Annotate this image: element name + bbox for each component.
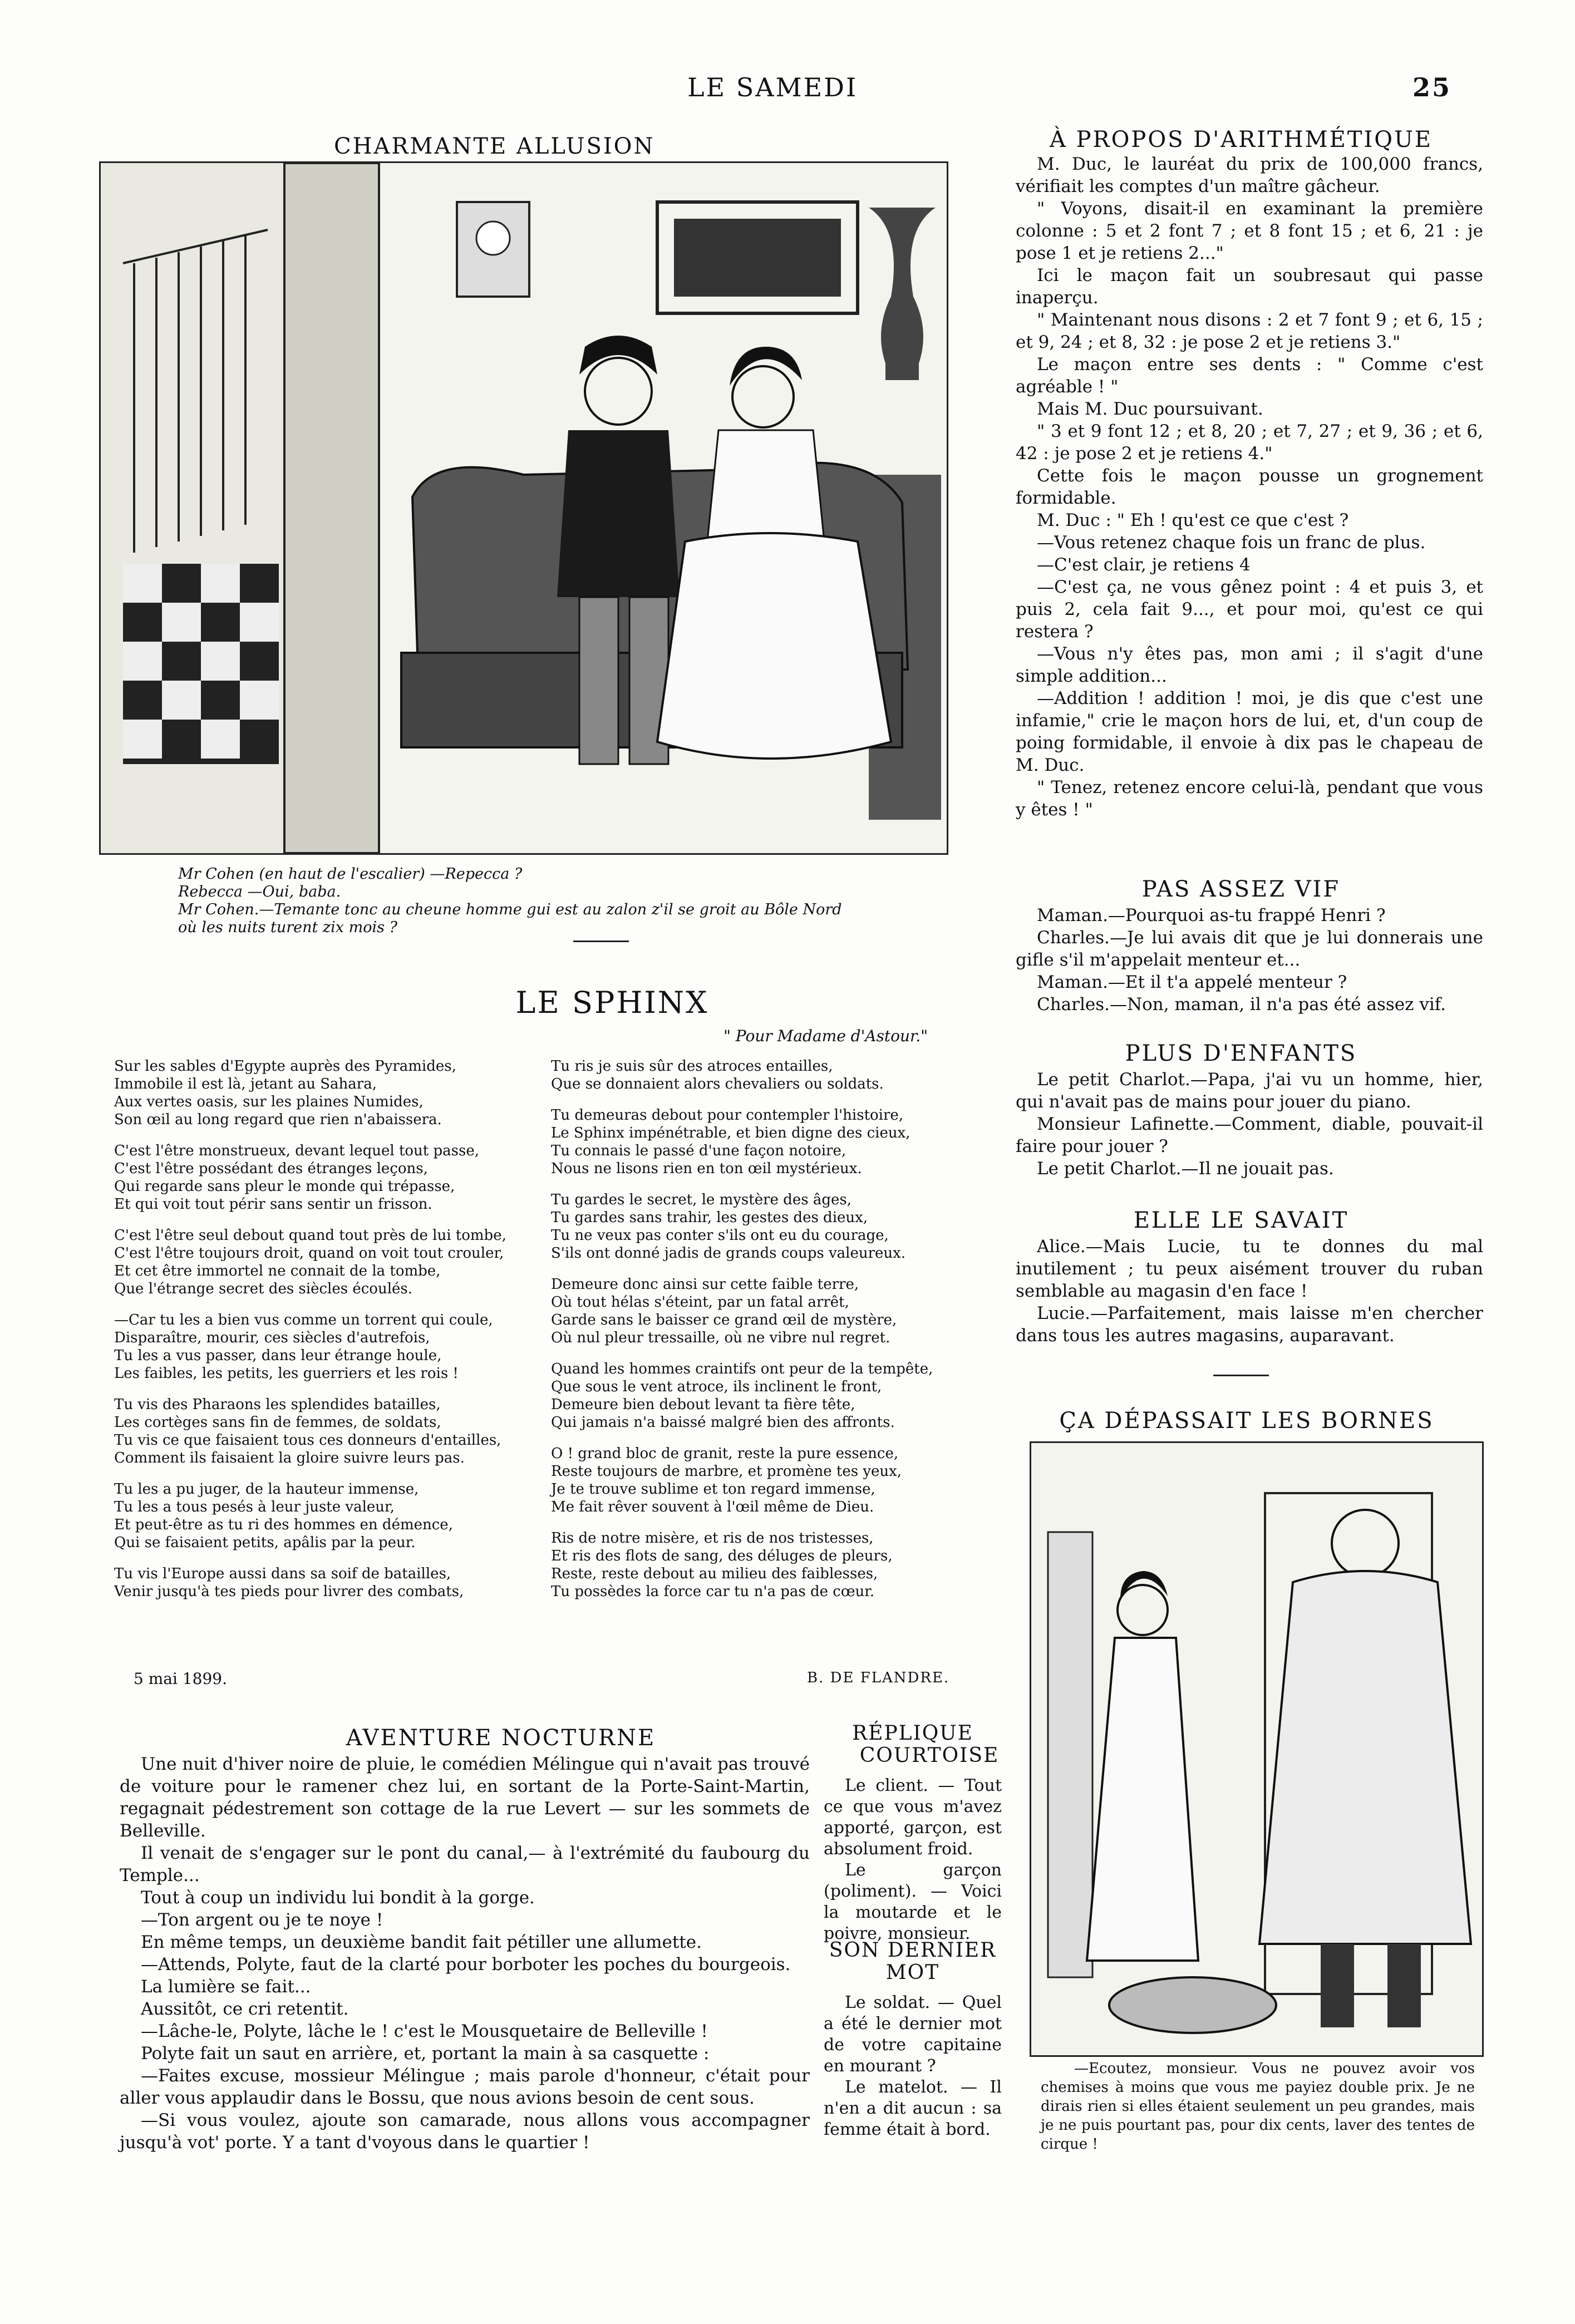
- dernier-text: [824, 1992, 1002, 2140]
- dialogue-line: Lucie.—Parfaitement, mais laisse m'en chercher dans tous les autres magasins, auparavant.: [1016, 1303, 1483, 1346]
- poem-line: Qui se faisaient petits, apâlis par la peur.: [114, 1534, 416, 1551]
- poem-line: Immobile il est là, jetant au Sahara,: [114, 1076, 377, 1092]
- poem-line: Où nul pleur tressaille, où ne vibre nul regret.: [551, 1330, 890, 1346]
- poem-line: Tu demeuras debout pour contempler l'histoire,: [551, 1107, 904, 1124]
- poem-line: Et cet être immortel ne connait de la tombe,: [114, 1263, 441, 1279]
- poem-line: Tu ne veux pas conter s'ils ont eu du courage,: [551, 1227, 889, 1244]
- dialogue-line: Le petit Charlot.—Papa, j'ai vu un homme, hier, qui n'avait pas de mains pour jouer du piano.: [1016, 1070, 1483, 1112]
- sphinx-dedication: " Pour Madame d'Astour.": [723, 1027, 928, 1045]
- replique-title-line1: RÉPLIQUE: [852, 1722, 973, 1745]
- dialogue-line: Maman.—Pourquoi as-tu frappé Henri ?: [1037, 905, 1386, 925]
- aventure-title: AVENTURE NOCTURNE: [346, 1725, 656, 1751]
- poem-stanza: [114, 1565, 543, 1601]
- dialogue-line: Le soldat. — Quel a été le dernier mot de votre capitaine en mourant ?: [824, 1993, 1002, 2076]
- poem-line: Reste toujours de marbre, et promène tes yeux,: [551, 1463, 902, 1480]
- poem-stanza: [551, 1529, 974, 1601]
- poem-line: Où tout hélas s'éteint, par un fatal arrêt,: [551, 1294, 849, 1311]
- paragraph: —Faites excuse, mossieur Mélingue ; mais parole d'honneur, c'était pour aller vous applaudir dans le Bossu, que nous avions besoin de cent sous.: [120, 2066, 810, 2108]
- woman-blouse: [707, 430, 824, 541]
- charmante-illustration: [99, 161, 948, 855]
- caption-line: Mr Cohen.—Temante tonc au cheune homme gui est au zalon z'il se groit au Bôle Nord: [178, 901, 842, 918]
- poem-line: Tu possèdes la force car tu n'a pas de cœur.: [551, 1583, 875, 1600]
- poem-stanza: [114, 1396, 543, 1467]
- paragraph: " Maintenant nous disons : 2 et 7 font 9 ; et 6, 15 ; et 9, 24 ; et 8, 32 : je pose 2 et je retiens 3.": [1016, 310, 1483, 352]
- poem-line: Tu gardes le secret, le mystère des âges,: [551, 1191, 852, 1208]
- paragraph: Polyte fait un saut en arrière, et, portant la main à sa casquette :: [141, 2044, 710, 2064]
- poem-line: Le Sphinx impénétrable, et bien digne des cieux,: [551, 1125, 910, 1141]
- sphinx-poem-left: [114, 1057, 543, 1614]
- poem-line: Tu gardes sans trahir, les gestes des dieux,: [551, 1209, 868, 1226]
- paragraph: Mais M. Duc poursuivant.: [1037, 399, 1263, 419]
- poem-line: S'ils ont donné jadis de grands coups valeureux.: [551, 1245, 906, 1262]
- caption-line: Mr Cohen (en haut de l'escalier) —Repecca ?: [178, 865, 523, 883]
- dialogue-line: Monsieur Lafinette.—Comment, diable, pouvait-il faire pour jouer ?: [1016, 1114, 1483, 1156]
- vif-title: PAS ASSEZ VIF: [1141, 877, 1341, 902]
- poem-line: Que se donnaient alors chevaliers ou soldats.: [551, 1076, 884, 1092]
- paragraph: —C'est clair, je retiens 4: [1037, 555, 1251, 575]
- poem-line: Me fait rêver souvent à l'œil même de Dieu.: [551, 1499, 874, 1515]
- paragraph: Une nuit d'hiver noire de pluie, le comédien Mélingue qui n'avait pas trouvé de voiture pour le ramener chez lui, en sortant de la Porte-Saint-Martin, regagnait pédestrement son cottage de la rue Levert — sur les sommets de Belleville.: [120, 1754, 810, 1841]
- poem-line: Nous ne lisons rien en ton œil mystérieux.: [551, 1160, 862, 1177]
- poem-stanza: [114, 1480, 543, 1552]
- door-frame: [1048, 1532, 1092, 1977]
- poem-line: Demeure bien debout levant ta fière tête,: [551, 1396, 855, 1413]
- paragraph: —Vous retenez chaque fois un franc de plus.: [1037, 533, 1426, 553]
- poem-stanza: [114, 1142, 543, 1213]
- replique-title: [821, 1722, 1005, 1767]
- paragraph: Tout à coup un individu lui bondit à la gorge.: [141, 1888, 535, 1908]
- poem-line: Tu vis des Pharaons les splendides batailles,: [114, 1396, 441, 1413]
- patterned-curtain: [284, 163, 379, 853]
- poem-stanza: [551, 1276, 974, 1347]
- dialogue-line: Charles.—Non, maman, il n'a pas été assez vif.: [1037, 994, 1446, 1015]
- paragraph: Cette fois le maçon pousse un grognement formidable.: [1016, 466, 1483, 508]
- dialogue-line: Charles.—Je lui avais dit que je lui donnerais une gifle s'il m'appelait menteur et...: [1016, 928, 1483, 970]
- poem-stanza: [551, 1191, 974, 1262]
- poem-line: Demeure donc ainsi sur cette faible terre,: [551, 1276, 859, 1293]
- poem-line: Ris de notre misère, et ris de nos tristesses,: [551, 1530, 874, 1547]
- bornes-title: ÇA DÉPASSAIT LES BORNES: [1059, 1408, 1434, 1434]
- poem-line: Je te trouve sublime et ton regard immense,: [551, 1481, 875, 1498]
- poem-line: Qui jamais n'a baissé malgré bien des affronts.: [551, 1414, 895, 1431]
- man-head: [585, 358, 652, 425]
- paragraph: —Si vous voulez, ajoute son camarade, nous allons vous accompagner jusqu'à vot' porte. Y a tant d'voyous dans le quartier !: [120, 2110, 810, 2153]
- divider: [573, 941, 629, 942]
- large-man-head: [1332, 1510, 1399, 1577]
- savait-text: [1016, 1235, 1483, 1347]
- paragraph: " Voyons, disait-il en examinant la première colonne : 5 et 2 font 7 ; et 8 font 15 ; et 6, 21 : je pose 1 et je retiens 2...": [1016, 199, 1483, 263]
- replique-text: [824, 1775, 1002, 1944]
- divider: [1213, 1375, 1269, 1376]
- arith-text: [1016, 153, 1483, 821]
- poem-line: C'est l'être possédant des étranges leçons,: [114, 1160, 428, 1177]
- dialogue-line: Le garçon (poliment). — Voici la moutarde et le poivre, monsieur.: [824, 1860, 1002, 1943]
- enfants-text: [1016, 1069, 1483, 1180]
- poem-stanza: [114, 1057, 543, 1129]
- dialogue-line: Alice.—Mais Lucie, tu te donnes du mal inutilement ; tu peux aisément trouver du ruban semblable au magasin d'en face !: [1016, 1237, 1483, 1301]
- poem-stanza: [551, 1106, 974, 1178]
- poem-line: Tu les a tous pesés à leur juste valeur,: [114, 1499, 395, 1515]
- poem-line: Aux vertes oasis, sur les plaines Numides,: [114, 1094, 424, 1110]
- bornes-illustration: [1030, 1441, 1484, 2057]
- poem-line: Et qui voit tout périr sans sentir un frisson.: [114, 1196, 432, 1213]
- poem-line: Sur les sables d'Egypte auprès des Pyramides,: [114, 1058, 456, 1075]
- sphinx-signature: B. DE FLANDRE.: [807, 1670, 950, 1686]
- poem-line: Qui regarde sans pleur le monde qui trépasse,: [114, 1178, 455, 1195]
- paragraph: M. Duc : " Eh ! qu'est ce que c'est ?: [1037, 510, 1349, 530]
- paragraph: Ici le maçon fait un soubresaut qui passe inaperçu.: [1016, 265, 1483, 308]
- sphinx-title: LE SPHINX: [515, 985, 709, 1020]
- enfants-title: PLUS D'ENFANTS: [1125, 1041, 1357, 1066]
- woman-skirt: [657, 533, 891, 759]
- poem-line: Tu les a pu juger, de la hauteur immense,: [114, 1481, 419, 1498]
- paragraph: —Lâche-le, Polyte, lâche le ! c'est le Mousquetaire de Belleville !: [141, 2021, 708, 2041]
- poem-line: Reste, reste debout au milieu des faiblesses,: [551, 1565, 878, 1582]
- poem-line: Tu connais le passé d'une façon notoire,: [551, 1143, 846, 1159]
- poem-line: Comment ils faisaient la gloire suivre leurs pas.: [114, 1450, 465, 1466]
- poem-stanza: [114, 1311, 543, 1382]
- poem-line: Tu les a vus passer, dans leur étrange houle,: [114, 1347, 442, 1364]
- vase: [869, 208, 936, 380]
- page-number: 25: [1412, 72, 1452, 102]
- poem-line: Tu vis l'Europe aussi dans sa soif de batailles,: [114, 1565, 451, 1582]
- poem-line: Et ris des flots de sang, des déluges de pleurs,: [551, 1548, 893, 1564]
- poem-line: Garde sans le baisser ce grand œil de mystère,: [551, 1312, 897, 1328]
- laundry-basket: [1109, 1977, 1276, 2033]
- poem-line: C'est l'être toujours droit, quand on voit tout crouler,: [114, 1245, 504, 1262]
- poem-line: C'est l'être monstrueux, devant lequel tout passe,: [114, 1143, 479, 1159]
- caption-line: Rebecca —Oui, baba.: [178, 883, 341, 900]
- poem-line: O ! grand bloc de granit, reste la pure essence,: [551, 1445, 899, 1462]
- bornes-caption: —Ecoutez, monsieur. Vous ne pouvez avoir vos chemises à moins que vous me payiez double prix. Je ne dirais rien si elles étaient seulement un peu grandes, mais je ne puis pourtant pas, pour dix cents, laver des tentes de cirque !: [1041, 2060, 1475, 2153]
- poem-line: —Car tu les a bien vus comme un torrent qui coule,: [114, 1312, 493, 1328]
- checkered-floor: [123, 564, 279, 764]
- paragraph: —C'est ça, ne vous gênez point : 4 et puis 3, et puis 2, cela fait 9..., et pour moi, qu'est ce qui restera ?: [1016, 577, 1483, 642]
- laundry-scene-drawing: [1031, 1443, 1482, 2055]
- dialogue-line: Le client. — Tout ce que vous m'avez apporté, garçon, est absolument froid.: [824, 1776, 1002, 1859]
- dernier-title-line2: MOT: [885, 1961, 940, 1984]
- poem-line: Son œil au long regard que rien n'abaissera.: [114, 1111, 442, 1128]
- aventure-text: [120, 1753, 810, 2154]
- dernier-title-line1: SON DERNIER: [829, 1939, 997, 1962]
- paragraph: —Attends, Polyte, faut de la clarté pour borboter les poches du bourgeois.: [141, 1954, 791, 1975]
- poem-stanza: [114, 1227, 543, 1298]
- laundress-head: [1118, 1585, 1168, 1635]
- paragraph: —Vous n'y êtes pas, mon ami ; il s'agit d'une simple addition...: [1016, 644, 1483, 686]
- paragraph: " 3 et 9 font 12 ; et 8, 20 ; et 7, 27 ; et 9, 36 ; et 6, 42 : je pose 2 et je retiens 4.": [1016, 421, 1483, 464]
- woman-head: [732, 366, 794, 427]
- dialogue-line: Maman.—Et il t'a appelé menteur ?: [1037, 972, 1347, 992]
- caption-line: où les nuits turent zix mois ?: [178, 919, 398, 936]
- replique-title-line2: COURTOISE: [859, 1744, 1000, 1767]
- paragraph: —Ton argent ou je te noye !: [141, 1910, 383, 1930]
- parlor-scene-drawing: [101, 163, 947, 853]
- poem-line: Que l'étrange secret des siècles écoulés.: [114, 1281, 413, 1297]
- dernier-title: [821, 1939, 1005, 1984]
- dialogue-line: Le matelot. — Il n'en a dit aucun : sa femme était à bord.: [824, 2077, 1002, 2139]
- poem-stanza: [551, 1445, 974, 1516]
- poem-line: Disparaître, mourir, ces siècles d'autrefois,: [114, 1330, 430, 1346]
- poem-line: C'est l'être seul debout quand tout près de lui tombe,: [114, 1227, 506, 1244]
- poem-line: Venir jusqu'à tes pieds pour livrer des combats,: [114, 1583, 464, 1600]
- paragraph: La lumière se fait...: [141, 1977, 311, 1997]
- paragraph: Il venait de s'engager sur le pont du canal,— à l'extrémité du faubourg du Temple...: [120, 1843, 810, 1885]
- poem-line: Tu vis ce que faisaient tous ces donneurs d'entailles,: [114, 1432, 501, 1449]
- paragraph: Aussitôt, ce cri retentit.: [141, 1999, 349, 2019]
- plaid-trousers: [579, 597, 618, 764]
- poem-line: Les faibles, les petits, les guerriers et les rois !: [114, 1365, 459, 1382]
- paragraph: —Addition ! addition ! moi, je dis que c'est une infamie," crie le maçon hors de lui, et, d'un coup de poing formidable, il envoie à dix pas le chapeau de M. Duc.: [1016, 688, 1483, 775]
- paragraph: Le maçon entre ses dents : " Comme c'est agréable ! ": [1016, 354, 1483, 397]
- poem-line: Quand les hommes craintifs ont peur de la tempête,: [551, 1361, 933, 1377]
- vif-text: [1016, 904, 1483, 1016]
- poem-stanza: [551, 1360, 974, 1431]
- poem-stanza: [551, 1057, 974, 1093]
- large-man-coat: [1259, 1571, 1471, 1944]
- sphinx-poem-right: [551, 1057, 974, 1614]
- man-suit: [557, 430, 680, 597]
- poem-line: Et peut-être as tu ri des hommes en démence,: [114, 1516, 453, 1533]
- paragraph: " Tenez, retenez encore celui-là, pendant que vous y êtes ! ": [1016, 777, 1483, 820]
- poem-line: Tu ris je suis sûr des atroces entailles,: [551, 1058, 833, 1075]
- sphinx-date: 5 mai 1899.: [134, 1670, 227, 1688]
- journal-title: LE SAMEDI: [687, 72, 858, 102]
- paragraph: M. Duc, le lauréat du prix de 100,000 francs, vérifiait les comptes d'un maître gâcheur.: [1016, 154, 1483, 196]
- poem-line: Que sous le vent atroce, ils inclinent le front,: [551, 1378, 882, 1395]
- paragraph: En même temps, un deuxième bandit fait pétiller une allumette.: [141, 1932, 702, 1952]
- poem-line: Les cortèges sans fin de femmes, de soldats,: [114, 1414, 441, 1431]
- arith-title: À PROPOS D'ARITHMÉTIQUE: [1049, 127, 1433, 152]
- charmante-title: CHARMANTE ALLUSION: [334, 134, 655, 159]
- dialogue-line: Le petit Charlot.—Il ne jouait pas.: [1037, 1159, 1334, 1179]
- savait-title: ELLE LE SAVAIT: [1133, 1208, 1349, 1233]
- charmante-caption: [178, 865, 913, 937]
